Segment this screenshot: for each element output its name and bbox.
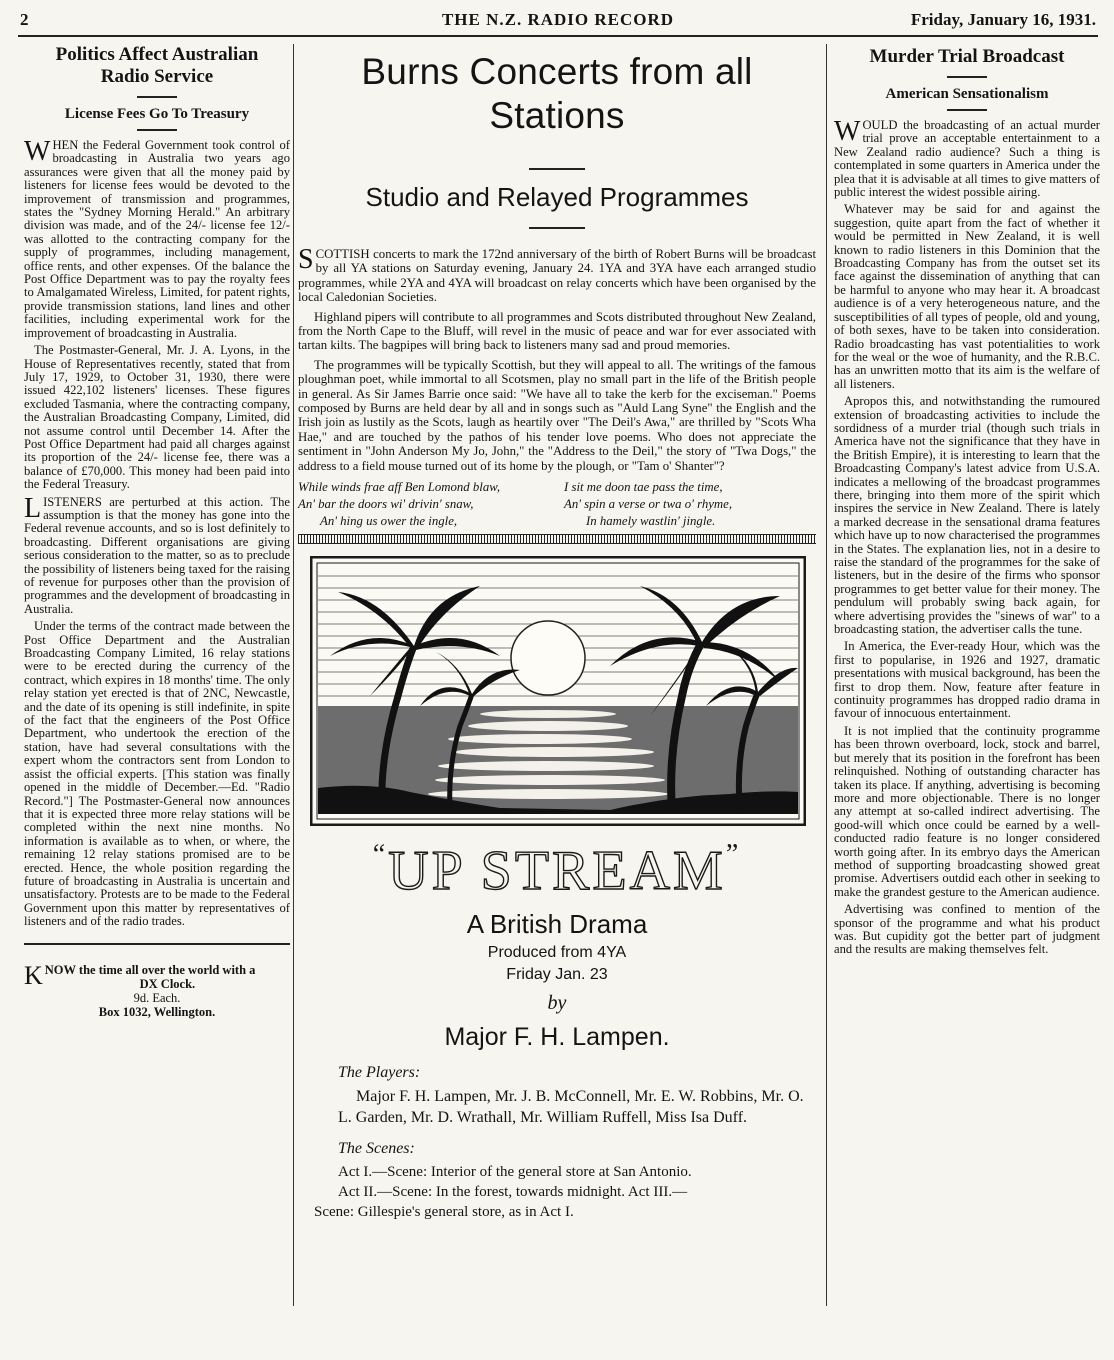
header-rule [18,35,1098,37]
drama-author: Major F. H. Lampen. [444,1023,670,1052]
ornamental-border [298,534,816,544]
left-paragraph: Under the terms of the contract made between the Post Office Department and the Australian Broadcasting Company Limited, 16 relay stations were to be erected during the currency of the contract, which expires in 18 months' time. The only relay station yet erected is that of 2NC, Newcastle, and the date of its opening is still indefinite, in spite of the fact that the engineers of the Post Office Department, who undertook the erection of the station, have had several consultations with the expert whom the contractors sent from London to assist the official experts. [This station was finally opened in the middle of December.—Ed. "Radio Record."] The Postmaster-General now announces that it is expected three more relay stations will be completed within the next nine months. No information is available as to when, or where, the remaining 12 relay stations promised are to be erected. Hence, the whole position regarding the future of broadcasting in Australia is uncertain and unsatisfactory. Protests are to be made to the Federal Government upon this matter by representatives of listeners and of the radio trades. [24,619,290,929]
publication-title: THE N.Z. RADIO RECORD [441,10,675,29]
right-article [834,42,1100,961]
scene-line: Act II.—Scene: In the forest, towards midnight. Act III.— [338,1184,688,1201]
drop-cap: K [24,960,43,990]
burns-verse: While winds frae aff Ben Lomond blaw, I sit me doon tae pass the time, An' bar the doors wi' drivin' snaw, An' spin a verse or twa o' rhyme, An' hing us ower the ingle, In hamely wastlin' jingle. [298,480,733,529]
left-paragraph: WHEN the Federal Government took control of broadcasting in Australia two years ago assurances were given that all the money paid by listeners for license fees would be devoted to the improvement of transmission and programmes, states the "Sydney Morning Herald." An arbitrary division was made, and of the 24/- license fee 12/- was allotted to the contracting company for the supply of programmes, including management, office rents, and other expenses. Of the balance the Post Office Department was to pay the royalty fees to Amalgamated Wireless, Limited, for patent rights, provide transmission stations, land lines and other facilities, including experimental work for the improvement of broadcasting in Australia. [24,136,290,340]
right-paragraph: Advertising was confined to mention of the sponsor of the programme and what his product was. But cupidity got the better part of judgment and the results are making themselves felt. [834,902,1100,957]
right-subhead: American Sensationalism [885,86,1049,102]
left-headline: Politics Affect Australian Radio Service [55,44,259,87]
drama-title-text: UP STREAM [388,840,726,903]
divider [529,227,585,229]
left-subhead: License Fees Go To Treasury [64,106,250,122]
center-subheadline: Studio and Relayed Programmes [365,182,749,212]
ad-rule [24,943,290,945]
drama-subtitle: A British Drama [466,909,648,940]
right-headline: Murder Trial Broadcast [869,46,1065,67]
byline-by: by [547,992,567,1015]
drama-date: Friday Jan. 23 [506,966,608,984]
players-list: Major F. H. Lampen, Mr. J. B. McConnell, Mr. E. W. Robbins, Mr. O. L. Garden, Mr. D. Wrathall, Mr. William Ruffell, Miss Isa Duff. [338,1088,804,1127]
drop-cap: W [834,116,861,147]
divider [947,109,987,111]
left-paragraph: LISTENERS are perturbed at this action. The assumption is that the money has gone into the Federal revenue accounts, and so is lost definitely to broadcasting. Different organisations are giving serious consideration to the matter, so as to preclude the possibility of listeners being taxed for the raising of revenue for purposes other than the provision of programmes and the development of broadcasting in Australia. [24,492,290,616]
right-paragraph: Whatever may be said for and against the suggestion, quite apart from the fact of whether it would be permitted in New Zealand, it is well known to radio listeners in this Dominion that the Broadcasting Company has from the outset set its face against the dissemination of anything that can be harmful to anyone who may hear it. A broadcast audience is of a very heterogeneous nature, and the susceptibilities of all types of people, old and young, of both sexes, have to be taken into consideration. Radio broadcasting has vast potentialities to work for the weal or the woe of humanity, and the R.B.C. has an unwritten motto that its aim is the welfare of all listeners. [834,202,1100,391]
right-paragraph: Apropos this, and notwithstanding the rumoured extension of broadcasting activities to include the sordidness of a murder trial (though such trials in America have not the significance that they have in the British Empire), it is interesting to learn that the Broadcasting Company's latest advice from U.S.A. indicates a mellowing of the broadcast programmes there, bringing into them more of the spirit which inspires the service in New Zealand. There is lately a marked decrease in the sensational drama features which have up to now characterised the programmes in the States. The explanation lies, not in a desire to raise the standard of the programmes for the sake of listeners, but in the desire of the firms who sponsor programmes to get better value for their money. The pendulum will probably swing back again, for where advertising provides the "sinews of war" to a broadcasting station, the advertiser calls the tune. [834,394,1100,637]
masthead-bar [20,10,1096,34]
right-paragraph: In America, the Ever-ready Hour, which was the first to popularise, in 1926 and 1927, dramatic presentations with musical background, has been the first to drop them. Now, feature after feature in continuity programmes has dropped radio drama in favour of innocuous entertainment. [834,639,1100,721]
page-number: 2 [20,10,29,29]
scene-line: Scene: Gillespie's general store, as in Act I. [314,1204,574,1221]
drop-cap: W [24,136,51,167]
divider [947,76,987,78]
drop-cap: L [24,492,42,524]
center-paragraph: SCOTTISH concerts to mark the 172nd anniversary of the birth of Robert Burns will be broadcast by all YA stations on Saturday evening, January 24. 1YA and 3YA have each arranged studio programmes, while 2YA and 4YA will broadcast on relay concerts which have been organised by the local Caledonian Societies. [298,244,816,305]
center-paragraph: The programmes will be typically Scottish, but they will appeal to all. The writings of the famous ploughman poet, while immortal to all Scotsmen, play no small part in the life of the British people in general. As Sir James Barrie once said: "We have all to take the kerb for the exciseman." Poems composed by Burns are held dear by all and in songs such as "Auld Lang Syne" the English and the Irish join as lustily as the Scots, laugh as heartily over "The Deil's Awa," are thrilled by "Scots Wha Hae," and are touched by the pathos of his tender love poems. Who does not appreciate the sentiment in "John Anderson My Jo, John," the "Address to the Deil," the story of "Twa Dogs," the address to a field mouse turned out of its home by the plough, or "Tam o' Shanter"? [298,357,816,473]
drop-cap: S [298,244,314,275]
scene-line: Act I.—Scene: Interior of the general store at San Antonio. [338,1164,692,1181]
divider [137,129,177,131]
column-divider-right [826,44,827,1306]
center-headline: Burns Concerts from all Stations [361,51,753,136]
left-paragraph: The Postmaster-General, Mr. J. A. Lyons, in the House of Representatives recently, stated that from July 17, 1929, to October 31, 1930, there were issued 422,102 listeners' licenses. These figures excluded Tasmania, where the contracting company, the Australian Broadcasting Company, Limited, did not assume control until December 14. After the Post Office Department had paid all charges against its proportion of the 24/- license fee, there was a balance of £70,000. This money had been paid into the Federal Treasury. [24,343,290,492]
column-divider-left [293,44,294,1306]
palm-moon-illustration [310,556,810,831]
drama-title: “UP STREAM” [372,839,742,903]
dx-clock-advertisement: KNOW the time all over the world with a DX Clock. 9d. Each. Box 1032, Wellington. [24,960,256,1019]
center-paragraph: Highland pipers will contribute to all programmes and Scots distributed throughout New Zealand, from the North Cape to the Bluff, will revel in the music of peace and war for ever associated with tartan kilts. The bagpipes will bring back to listeners many sad and proud memories. [298,309,816,353]
drama-producer: Produced from 4YA [487,944,627,962]
right-paragraph: It is not implied that the continuity programme has been thrown overboard, lock, stock and barrel, but merely that its position in the forefront has been relinquished. Nothing of outstanding character has taken its place. If anything, advertising is becoming more and more objectionable. There is no longer any attempt at so-called indirect advertising. The good-will which once could be earned by a well-conducted radio feature is no longer considered worth going after. In its embryo days the American method of supporting broadcasting showed great promise. Advertisers outdid each other in seeking to make the grandest gesture to the American audience. [834,723,1100,899]
scenes-label: The Scenes: [338,1140,415,1158]
divider [529,168,585,170]
players-label: The Players: [338,1064,421,1082]
right-paragraph: WOULD the broadcasting of an actual murder trial prove an acceptable entertainment to a New Zealand radio audience? Such a thing is contemplated in some quarters in America under the plea that it is advisable at all times to give matters of public interest the widest possible airing. [834,116,1100,200]
left-article [24,42,290,1019]
center-article [298,42,816,1222]
divider [137,96,177,98]
issue-date: Friday, January 16, 1931. [910,10,1096,29]
tropical-night-illustration [310,556,806,826]
